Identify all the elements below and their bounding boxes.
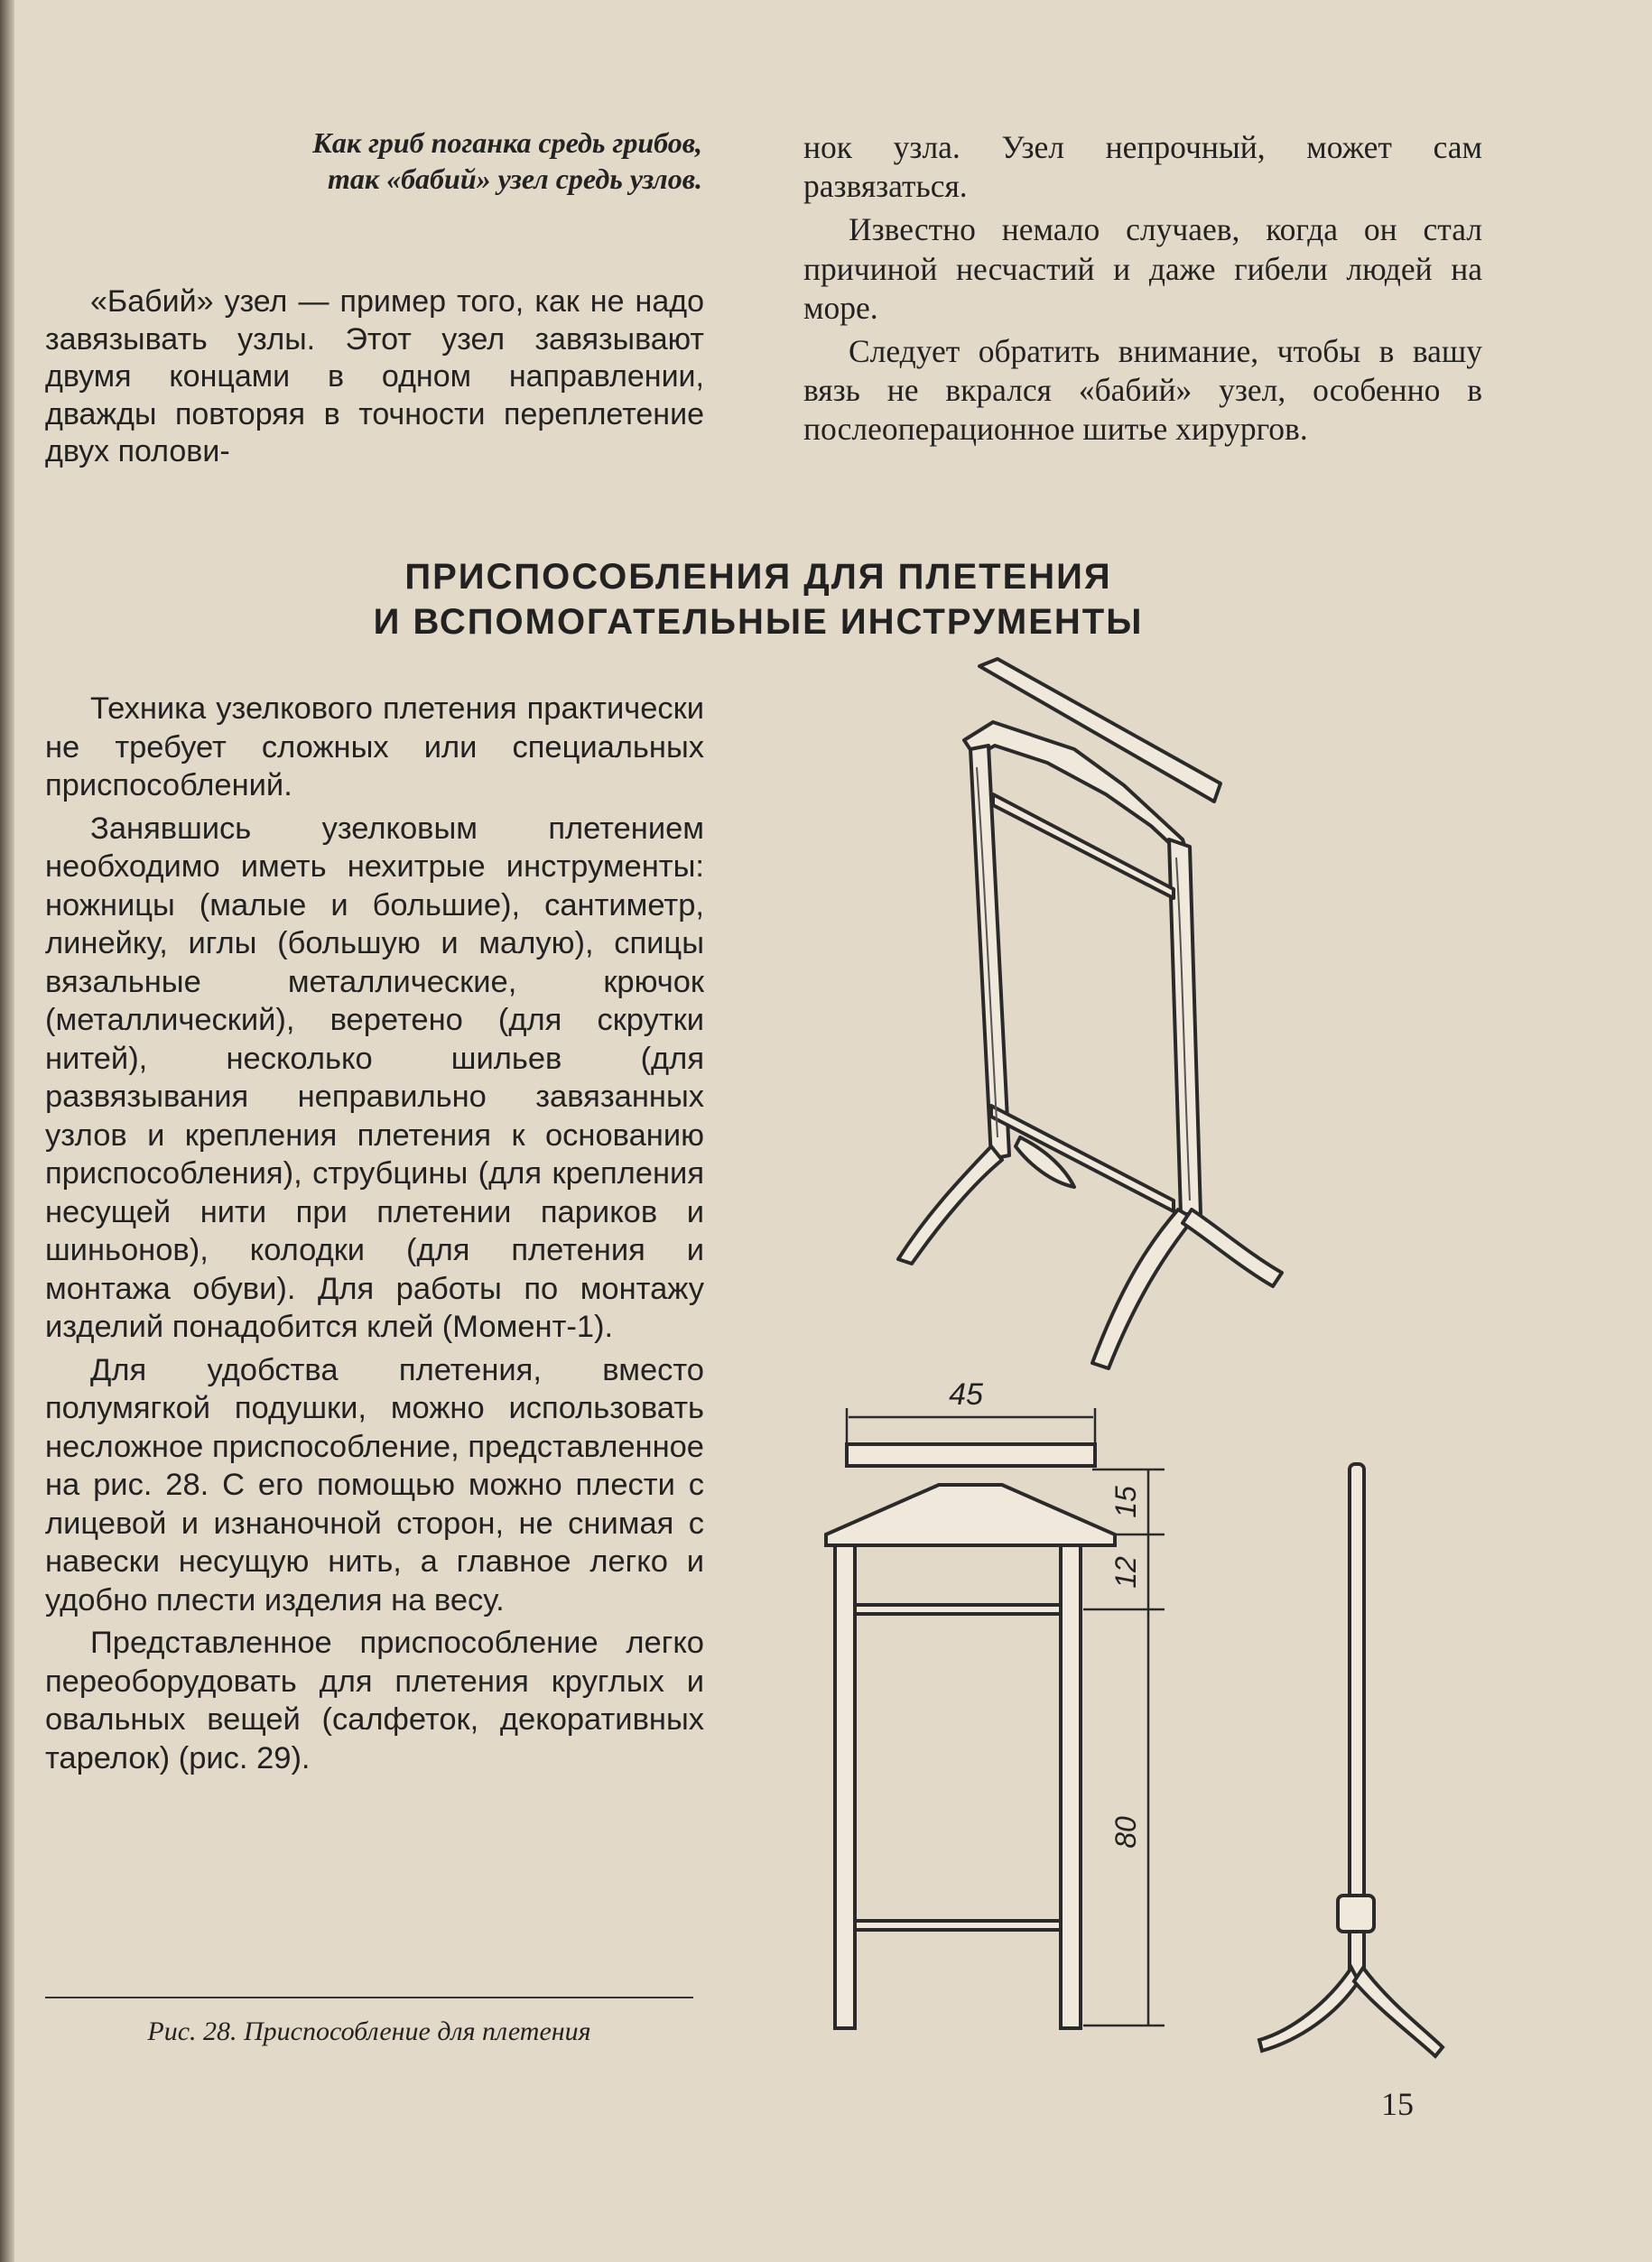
dimension-middle: 12 [1109,1556,1142,1589]
lower-crossbar [991,1106,1174,1211]
intro-paragraph: Известно немало случаев, когда он стал причиной несчастий и даже гибели людей на море. [803,211,1482,326]
body-paragraph: Техника узелкового плетения практически не требует сложных или специальных приспособлений. [45,691,704,802]
page-number: 15 [1381,2086,1414,2122]
front-top-bar [847,1444,1095,1466]
intro-paragraph: «Бабий» узел — пример того, как не надо завязывать узлы. Этот узел завязывают двумя концами в одном направлении, дважды повторяя в точности переплетение двух полови- [45,284,704,468]
dimension-leg: 80 [1109,1816,1142,1849]
epigraph-line-1: Как гриб поганка средь грибов, [312,126,702,159]
section-heading-line-1: ПРИСПОСОБЛЕНИЯ ДЛЯ ПЛЕТЕНИЯ [404,557,1112,597]
side-view-drawing [1259,1464,1443,2056]
front-lower-rail [855,1921,1061,1930]
side-foot-left [1259,1968,1359,2051]
side-foot-right [1354,1968,1443,2056]
front-hanger [826,1485,1115,1545]
intro-paragraph: Следует обратить внимание, чтобы в вашу вязь не вкрался «бабий» узел, особенно в послеоперационное шитье хирургов. [803,333,1482,448]
front-right-leg [1061,1545,1081,2028]
section-heading-line-2: И ВСПОМОГАТЕЛЬНЫЕ ИНСТРУМЕНТЫ [373,602,1144,642]
front-view-drawing [826,1444,1115,2028]
left-foot [898,1146,1002,1264]
stand-perspective-drawing [898,659,1282,1368]
front-left-leg [835,1545,855,2028]
body-paragraph: Занявшись узелковым плетением необходимо иметь нехитрые инструменты: ножницы (малые и большие), сантиметр, линейку, иглы (большую и малую), спицы вязальные металлические, крючок (металлический), веретено (для скрутки нитей), несколько шильев (для развязывания неправильно завязанных узлов и крепления плетения к основанию приспособления), струбцины (для крепления несущей нити при плетении париков и шиньонов), колодки (для плетения и монтажа обуви). Для работы по монтажу изделий понадобится клей (Момент-1). [45,811,704,1344]
front-foot [1092,1210,1193,1368]
right-foot [1183,1210,1282,1286]
dimension-width: 45 [949,1377,983,1412]
body-paragraph: Для удобства плетения, вместо полумягкой подушки, можно использовать несложное приспособление, представленное на рис. 28. С его помощью можно плести с лицевой и изнаночной сторон, не снимая с навески несущую нить, а главное легко и удобно плести изделия на весу. [45,1352,704,1618]
figure-caption: Рис. 28. Приспособление для плетения [147,2016,591,2046]
dimension-top: 15 [1109,1486,1142,1518]
side-bracket [1338,1896,1374,1932]
body-paragraph: Представленное приспособление легко переоборудовать для плетения круглых и овальных вещей (салфеток, декоративных тарелок) (рис. 29). [45,1626,704,1775]
front-upper-rail [855,1605,1061,1614]
epigraph-line-2: так «бабий» узел средь узлов. [327,162,702,195]
intro-continuation: нок узла. Узел непрочный, может сам развязаться. [803,129,1482,205]
